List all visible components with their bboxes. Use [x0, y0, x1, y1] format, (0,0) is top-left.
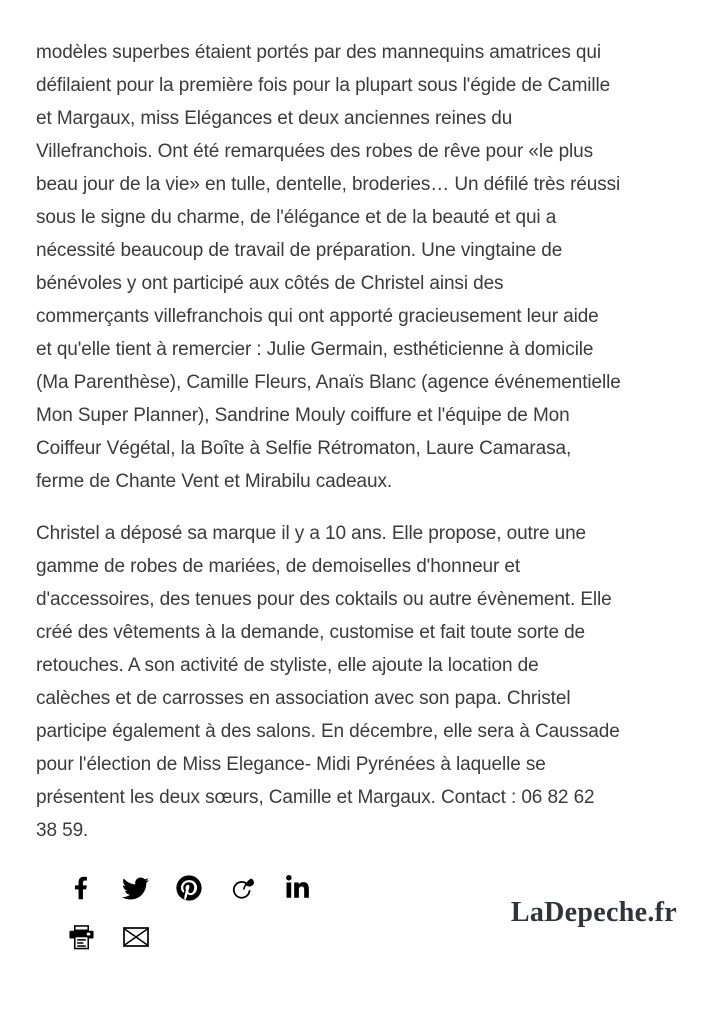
- viadeo-share-button[interactable]: [229, 874, 257, 902]
- text-line: calèches et de carrosses en association avec son papa. Christel: [36, 688, 571, 709]
- linkedin-icon: [286, 875, 309, 901]
- text-line: gamme de robes de mariées, de demoiselles d'honneur et: [36, 556, 521, 577]
- text-line: modèles superbes étaient portés par des mannequins amatrices qui: [36, 42, 601, 63]
- envelope-icon: [123, 927, 149, 947]
- text-line: et qu'elle tient à remercier : Julie Germain, esthéticienne à domicile: [36, 339, 594, 360]
- text-line: Villefranchois. Ont été remarquées des robes de rêve pour «le plus: [36, 141, 594, 162]
- twitter-share-button[interactable]: [121, 874, 149, 902]
- text-line: Christel a déposé sa marque il y a 10 ans. Elle propose, outre une: [36, 523, 587, 544]
- pinterest-share-button[interactable]: [175, 874, 203, 902]
- text-line: retouches. A son activité de styliste, elle ajoute la location de: [36, 655, 539, 676]
- text-line: commerçants villefranchois qui ont apporté gracieusement leur aide: [36, 306, 599, 327]
- text-line: beau jour de la vie» en tulle, dentelle, broderies… Un défilé très réussi: [36, 174, 621, 195]
- print-button[interactable]: [67, 923, 95, 951]
- text-line: 38 59.: [36, 820, 89, 841]
- pinterest-icon: [176, 875, 202, 901]
- text-line: sous le signe du charme, de l'élégance et de la beauté et qui a: [36, 207, 557, 228]
- linkedin-share-button[interactable]: [283, 874, 311, 902]
- facebook-share-button[interactable]: [67, 874, 95, 902]
- text-line: défilaient pour la première fois pour la plupart sous l'égide de Camille: [36, 75, 611, 96]
- text-line: ferme de Chante Vent et Mirabilu cadeaux.: [36, 471, 393, 492]
- article-paragraph: [36, 36, 696, 498]
- share-toolbar-secondary: [67, 923, 150, 951]
- ladepeche-logo: LaDepeche.fr: [510, 897, 677, 928]
- twitter-icon: [122, 875, 149, 902]
- share-toolbar: [67, 874, 311, 902]
- text-line: bénévoles y ont participé aux côtés de Christel ainsi des: [36, 273, 504, 294]
- facebook-icon: [74, 876, 88, 900]
- printer-icon: [68, 925, 95, 950]
- text-line: présentent les deux sœurs, Camille et Margaux. Contact : 06 82 62: [36, 787, 595, 808]
- article-body: [36, 36, 696, 847]
- text-line: et Margaux, miss Elégances et deux anciennes reines du: [36, 108, 513, 129]
- article-paragraph: [36, 517, 696, 847]
- text-line: Mon Super Planner), Sandrine Mouly coiffure et l'équipe de Mon: [36, 405, 570, 426]
- text-line: (Ma Parenthèse), Camille Fleurs, Anaïs Blanc (agence événementielle: [36, 372, 621, 393]
- email-button[interactable]: [122, 923, 150, 951]
- text-line: d'accessoires, des tenues pour des coktails ou autre évènement. Elle: [36, 589, 612, 610]
- text-line: Coiffeur Végétal, la Boîte à Selfie Rétromaton, Laure Camarasa,: [36, 438, 572, 459]
- text-line: pour l'élection de Miss Elegance- Midi Pyrénées à laquelle se: [36, 754, 546, 775]
- text-line: nécessité beaucoup de travail de préparation. Une vingtaine de: [36, 240, 563, 261]
- viadeo-icon: [229, 874, 257, 902]
- text-line: participe également à des salons. En décembre, elle sera à Caussade: [36, 721, 620, 742]
- text-line: créé des vêtements à la demande, customise et fait toute sorte de: [36, 622, 586, 643]
